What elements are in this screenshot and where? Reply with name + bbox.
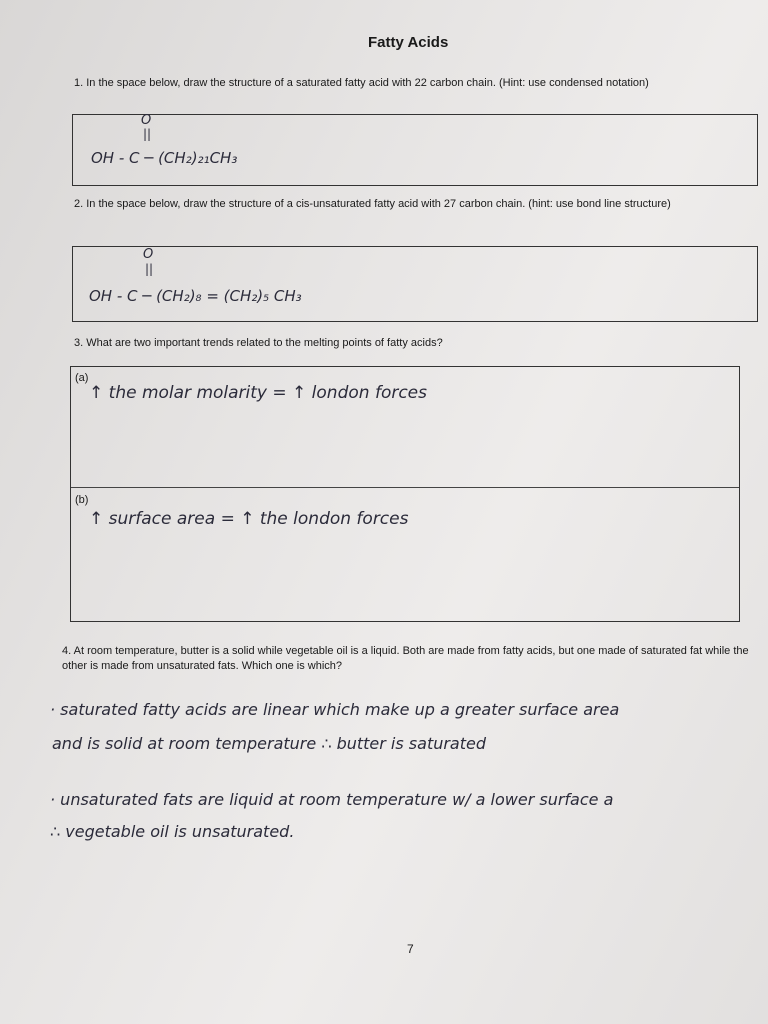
- page-number: 7: [407, 942, 414, 956]
- q1-structure: OH - C ─ (CH₂)₂₁CH₃: [91, 149, 238, 167]
- question-4-text: 4. At room temperature, butter is a solid while vegetable oil is a liquid. Both are made from fatty acids, but one made of saturated fat while the other is made from unsaturated fats. Which one is which?: [62, 645, 749, 672]
- question-1-answer-box: [72, 114, 758, 186]
- question-3-text: 3. What are two important trends related to the melting points of fatty acids?: [74, 337, 443, 349]
- q3-label-a: (a): [75, 372, 89, 384]
- question-2-text: 2. In the space below, draw the structure of a cis-unsaturated fatty acid with 27 carbon chain. (hint: use bond line structure): [74, 198, 671, 210]
- q4-answer-line-4: ∴ vegetable oil is unsaturated.: [50, 822, 295, 841]
- q3-answer-b: ↑ surface area = ↑ the london forces: [89, 509, 409, 529]
- q2-oxygen: O: [143, 247, 154, 262]
- q4-answer-line-1: · saturated fatty acids are linear which make up a greater surface area: [50, 700, 620, 719]
- page-title: Fatty Acids: [368, 34, 449, 51]
- q4-answer-line-3: · unsaturated fats are liquid at room temperature w/ a lower surface a: [50, 790, 614, 809]
- q2-double-bond: ||: [145, 262, 154, 276]
- question-2-answer-box: [72, 246, 758, 322]
- q3-label-b: (b): [75, 494, 89, 506]
- q1-oxygen: O: [141, 113, 152, 128]
- q3-answer-a: ↑ the molar molarity = ↑ london forces: [89, 383, 427, 403]
- q3-divider: [71, 487, 739, 488]
- q4-answer-line-2: and is solid at room temperature ∴ butter is saturated: [52, 734, 487, 753]
- question-1-text: 1. In the space below, draw the structure of a saturated fatty acid with 22 carbon chain. (Hint: use condensed notation): [74, 77, 649, 89]
- q1-double-bond: ||: [143, 127, 152, 141]
- question-3-answer-box: [70, 366, 740, 622]
- q2-structure: OH - C ─ (CH₂)₈ = (CH₂)₅ CH₃: [89, 287, 302, 305]
